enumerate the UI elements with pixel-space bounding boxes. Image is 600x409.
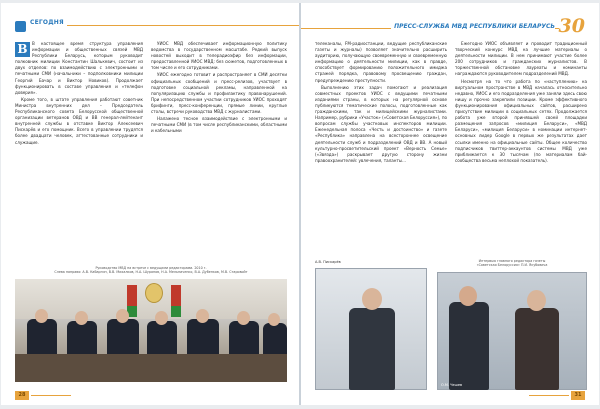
right-column-1 [315,41,447,165]
left-page-header [15,21,299,31]
person-figure [349,308,395,390]
person-head [196,309,209,323]
paragraph [15,41,143,96]
left-column-2 [151,41,287,135]
person-head [75,311,88,325]
paragraph: УИОС ежегодно готовит и распространяет в СМИ десятки официальных сообщений и пресс-релизов, участвует в подготовке социальной рекламы, направленной на популяризацию службы и профилактику правонарушений. При непосредственном участии сотрудников УИОС проходят брифинги, пресс-конференции, прямые линии, круглые столы, встречи руководства МВД с журналистами. [151,72,287,115]
flag-icon [171,285,181,317]
flag-icon [127,285,137,317]
left-page [1,3,299,405]
anniversary-number: 30 [558,15,585,37]
meeting-photo [15,279,287,382]
photo-caption [15,266,287,275]
paragraph: Выполнению этих задач помогают и реализация совместных проектов УИОС с ведущими печатными изданиями страны, в которых на регулярной основе публикуются тематические полосы, подготовленные как гражданскими, так и милицейскими журналистами. Например, рубрики «Участок» («Советская Белоруссия»), по вопросам службы участковых инспекторов милиции. Еженедельная полоса «Честь и достоинство» и газете «Республика» направлена на всестороннее освещение деятельности служб и подразделений ОВД и ВВ. А новый культурно-просветительский проект «Верность Семье» («Звязда») раскрывает другую сторону жизни правоохранителей: увлечения, таланты... [315,84,447,163]
page-number-left [15,391,75,400]
paragraph: Кроме того, в штате управления работают советник Министра внутренних дел – Председатель Республиканского совета Белорусской общественной организации ветеранов ОВД и ВВ генерал-лейтенант внутренней службы в отставке Виктор Алексеевич Пискарёв и его помощник. Всего в управлении трудятся более двадцати человек, аттестованные сотрудники и служащие. [15,96,143,145]
photo-caption [437,259,587,268]
person-head [116,309,129,323]
person-head [459,286,477,306]
paragraph: УИОС МВД обеспечивает информационную политику ведомства в государственном масштабе. Редкий выпуск новостей выходит в телерадиоэфир без информации, предоставленной УИОС МВД: без сюжетов, подготовленных в том числе и его сотрудниками. [151,41,287,71]
paragraph: телеканалы, FM-радиостанции, ведущие республиканские газеты и журналы) позволяет значительно расширить аудиторию, получающую своевременную и своевременную информацию о деятельности милиции, как в правде, способствует формированию положительного имиджа стражей порядка, правовому просвещению граждан, предупреждению преступности. [315,41,447,83]
left-column-1 [15,41,143,147]
section-title: ПРЕСС-СЛУЖБА МВД РЕСПУБЛИКИ БЕЛАРУСЬ [391,23,555,30]
header-rule [31,25,299,26]
paragraph: Налажено тесное взаимодействие с электронными и печатными СМИ (в том числе республиканскими, областными и кабельными [151,116,287,134]
paragraph-text: В настоящее время структура управления информации и общественных связей МВД Республики Беларусь, которым руководит полковник милиции Константин Шалькевич, состоит из двух отделов: по взаимодействию с электронными и печатными СМИ (начальники – подполковники милиции Георгий Бачар и Виктор Новиков). Продолжает функционировать в составе управления и «телефон доверия». [15,41,143,95]
bookmark-square-icon [15,21,26,32]
person-head [35,309,48,323]
person-figure [449,302,489,390]
person-figure [515,308,559,390]
caption-line: Интервью главного редактора газеты [478,259,546,263]
person-head [155,311,168,325]
portrait-photo [315,268,427,390]
page-number-rule [529,395,569,396]
person-head [362,288,382,310]
person-head [268,313,280,326]
paragraph: Ежегодно УИОС объявляет и проводит традиционный творческий конкурс МВД на лучшие материалы о деятельности милиции. В нем принимают участие более 200 сотрудников и гражданских журналистов. В торжественной обстановке лауреаты и номинанты награждаются руководителем подразделений МВД. [455,41,587,77]
photo-label: А.В. Пискарёв [315,260,341,264]
right-page [301,3,599,405]
page-number: 28 [15,391,29,400]
person-head [237,311,250,325]
page-number-right [525,391,585,400]
page-number: 31 [571,391,585,400]
person-head [527,290,546,311]
caption-line: Слева направо: А.В. Кабаргин, В.В. Михалков, Н.А. Шуранов, Н.А. Мельниченко, В.А. Дубенков, М.В. Старовойт [54,270,248,275]
right-page-header [301,15,585,37]
section-title: СЕГОДНЯ [30,19,67,26]
caption-line: «Советская Белоруссия» П.И. Якубовича [476,263,548,268]
paragraph: Несмотря на то что работа по «наступлению» на виртуальном пространстве в МВД началась относительно недавно, УИОС и его подразделения уже заняли здесь свою нишу и прочно закрепили позиции. Кроме эффективного функционирования официальных сайтов, расширено присутствие милиции в социальных сетях. Продолжается работа уже второй принявшей своей площадки размещения запросов «милиция Беларуси», «МВД Беларуси», «милиция Беларуси» в номинации интернет-основных лидер Google в первых же результатах дает ссылки именно на официальные сайты. Общее количество подписчиков твиттер-аккаунтов системы МВД уже приближается к 30 тысячам (по материалам бай-сообщества весьма неплохой показатель). [455,78,587,163]
page-number-rule [31,395,71,396]
right-column-2 [455,41,587,165]
state-emblem-icon [145,283,163,303]
caption-line: Руководство МВД на встрече с ведущими редакторами. 2010 г. [95,266,207,270]
drop-cap: В [15,42,30,57]
photo-label: О.М. Чешев [441,383,463,387]
interview-photo [437,272,587,390]
conference-table [15,354,287,382]
